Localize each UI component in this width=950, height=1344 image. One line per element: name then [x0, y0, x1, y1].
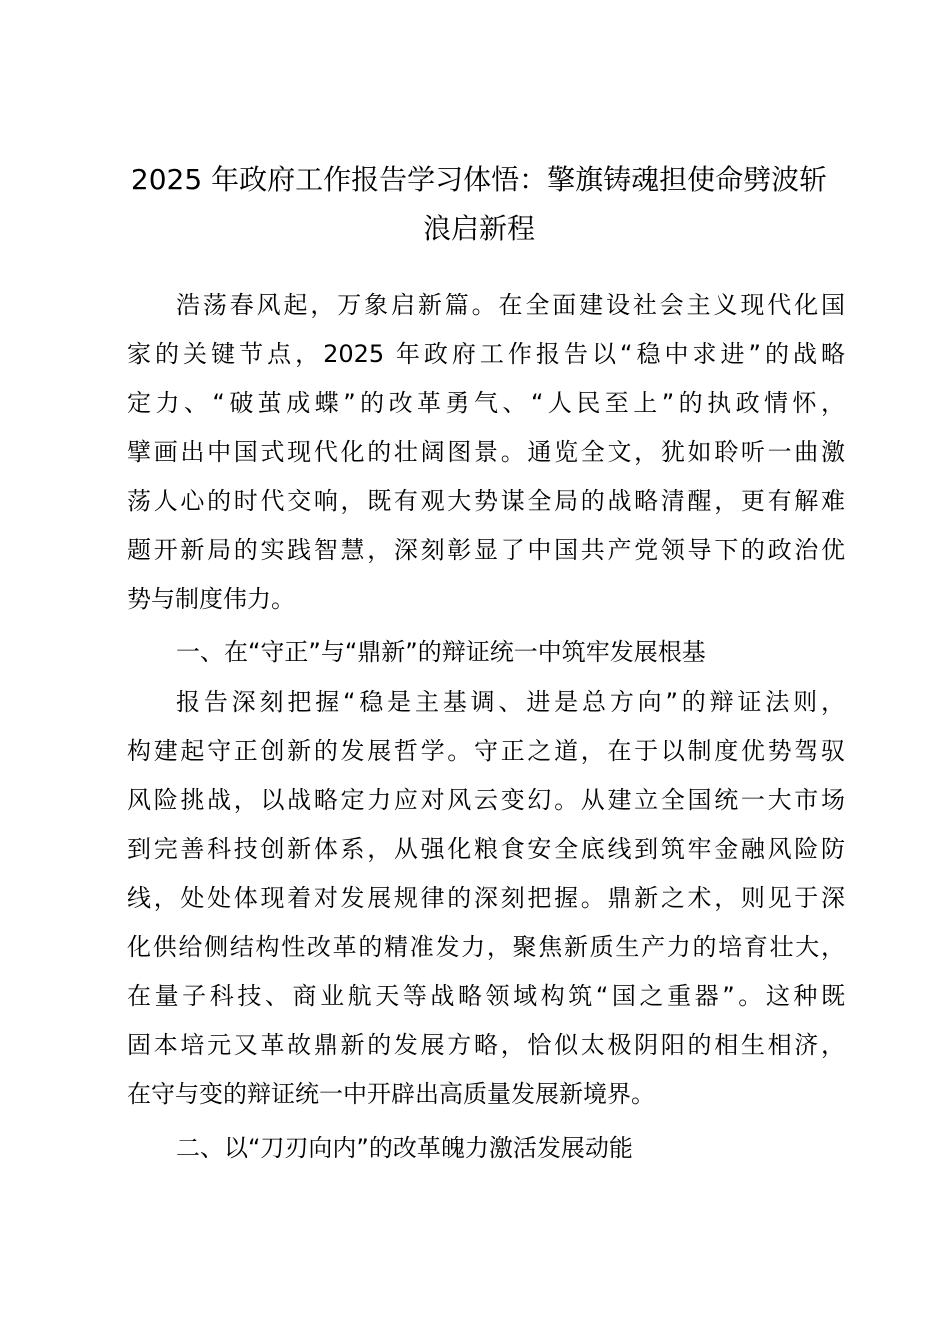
paragraph-section1-line-6: 化供给侧结构性改革的精准发力，聚焦新质生产力的培育壮大， — [127, 933, 845, 961]
document-title-line-1: 2025 年政府工作报告学习体悟：擎旗铸魂担使命劈波斩 — [130, 163, 828, 196]
paragraph-section1-line-8: 固本培元又革故鼎新的发展方略，恰似太极阴阳的相生相济， — [127, 1031, 845, 1059]
paragraph-section1-line-5: 线，处处体现着对发展规律的深刻把握。鼎新之术，则见于深 — [127, 884, 845, 912]
section-heading-1: 一、在“守正”与“鼎新”的辩证统一中筑牢发展根基 — [176, 638, 706, 666]
paragraph-intro-line-4: 擘画出中国式现代化的壮阔图景。通览全文，犹如聆听一曲激 — [127, 438, 845, 466]
paragraph-section1-line-1: 报告深刻把握“稳是主基调、进是总方向”的辩证法则， — [176, 688, 845, 716]
paragraph-intro-line-6: 题开新局的实践智慧，深刻彰显了中国共产党领导下的政治优 — [127, 536, 845, 564]
paragraph-section1-line-4: 到完善科技创新体系，从强化粮食安全底线到筑牢金融风险防 — [127, 835, 845, 863]
paragraph-section1-line-2: 构建起守正创新的发展哲学。守正之道，在于以制度优势驾驭 — [127, 737, 845, 765]
section-heading-2: 二、以“刀刃向内”的改革魄力激活发展动能 — [176, 1134, 633, 1162]
paragraph-intro-line-1: 浩荡春风起，万象启新篇。在全面建设社会主义现代化国 — [176, 291, 845, 319]
paragraph-intro-line-7: 势与制度伟力。 — [127, 585, 295, 613]
paragraph-section1-line-7: 在量子科技、商业航天等战略领域构筑“国之重器”。这种既 — [127, 982, 845, 1010]
paragraph-section1-line-9: 在守与变的辩证统一中开辟出高质量发展新境界。 — [127, 1080, 655, 1108]
document-title-line-2: 浪启新程 — [422, 212, 535, 245]
paragraph-intro-line-3: 定力、“破茧成蝶”的改革勇气、“人民至上”的执政情怀， — [127, 389, 845, 417]
paragraph-intro-line-5: 荡人心的时代交响，既有观大势谋全局的战略清醒，更有解难 — [127, 487, 845, 515]
paragraph-section1-line-3: 风险挑战，以战略定力应对风云变幻。从建立全国统一大市场 — [127, 786, 845, 814]
paragraph-intro-line-2: 家的关键节点，2025 年政府工作报告以“稳中求进”的战略 — [127, 340, 845, 368]
